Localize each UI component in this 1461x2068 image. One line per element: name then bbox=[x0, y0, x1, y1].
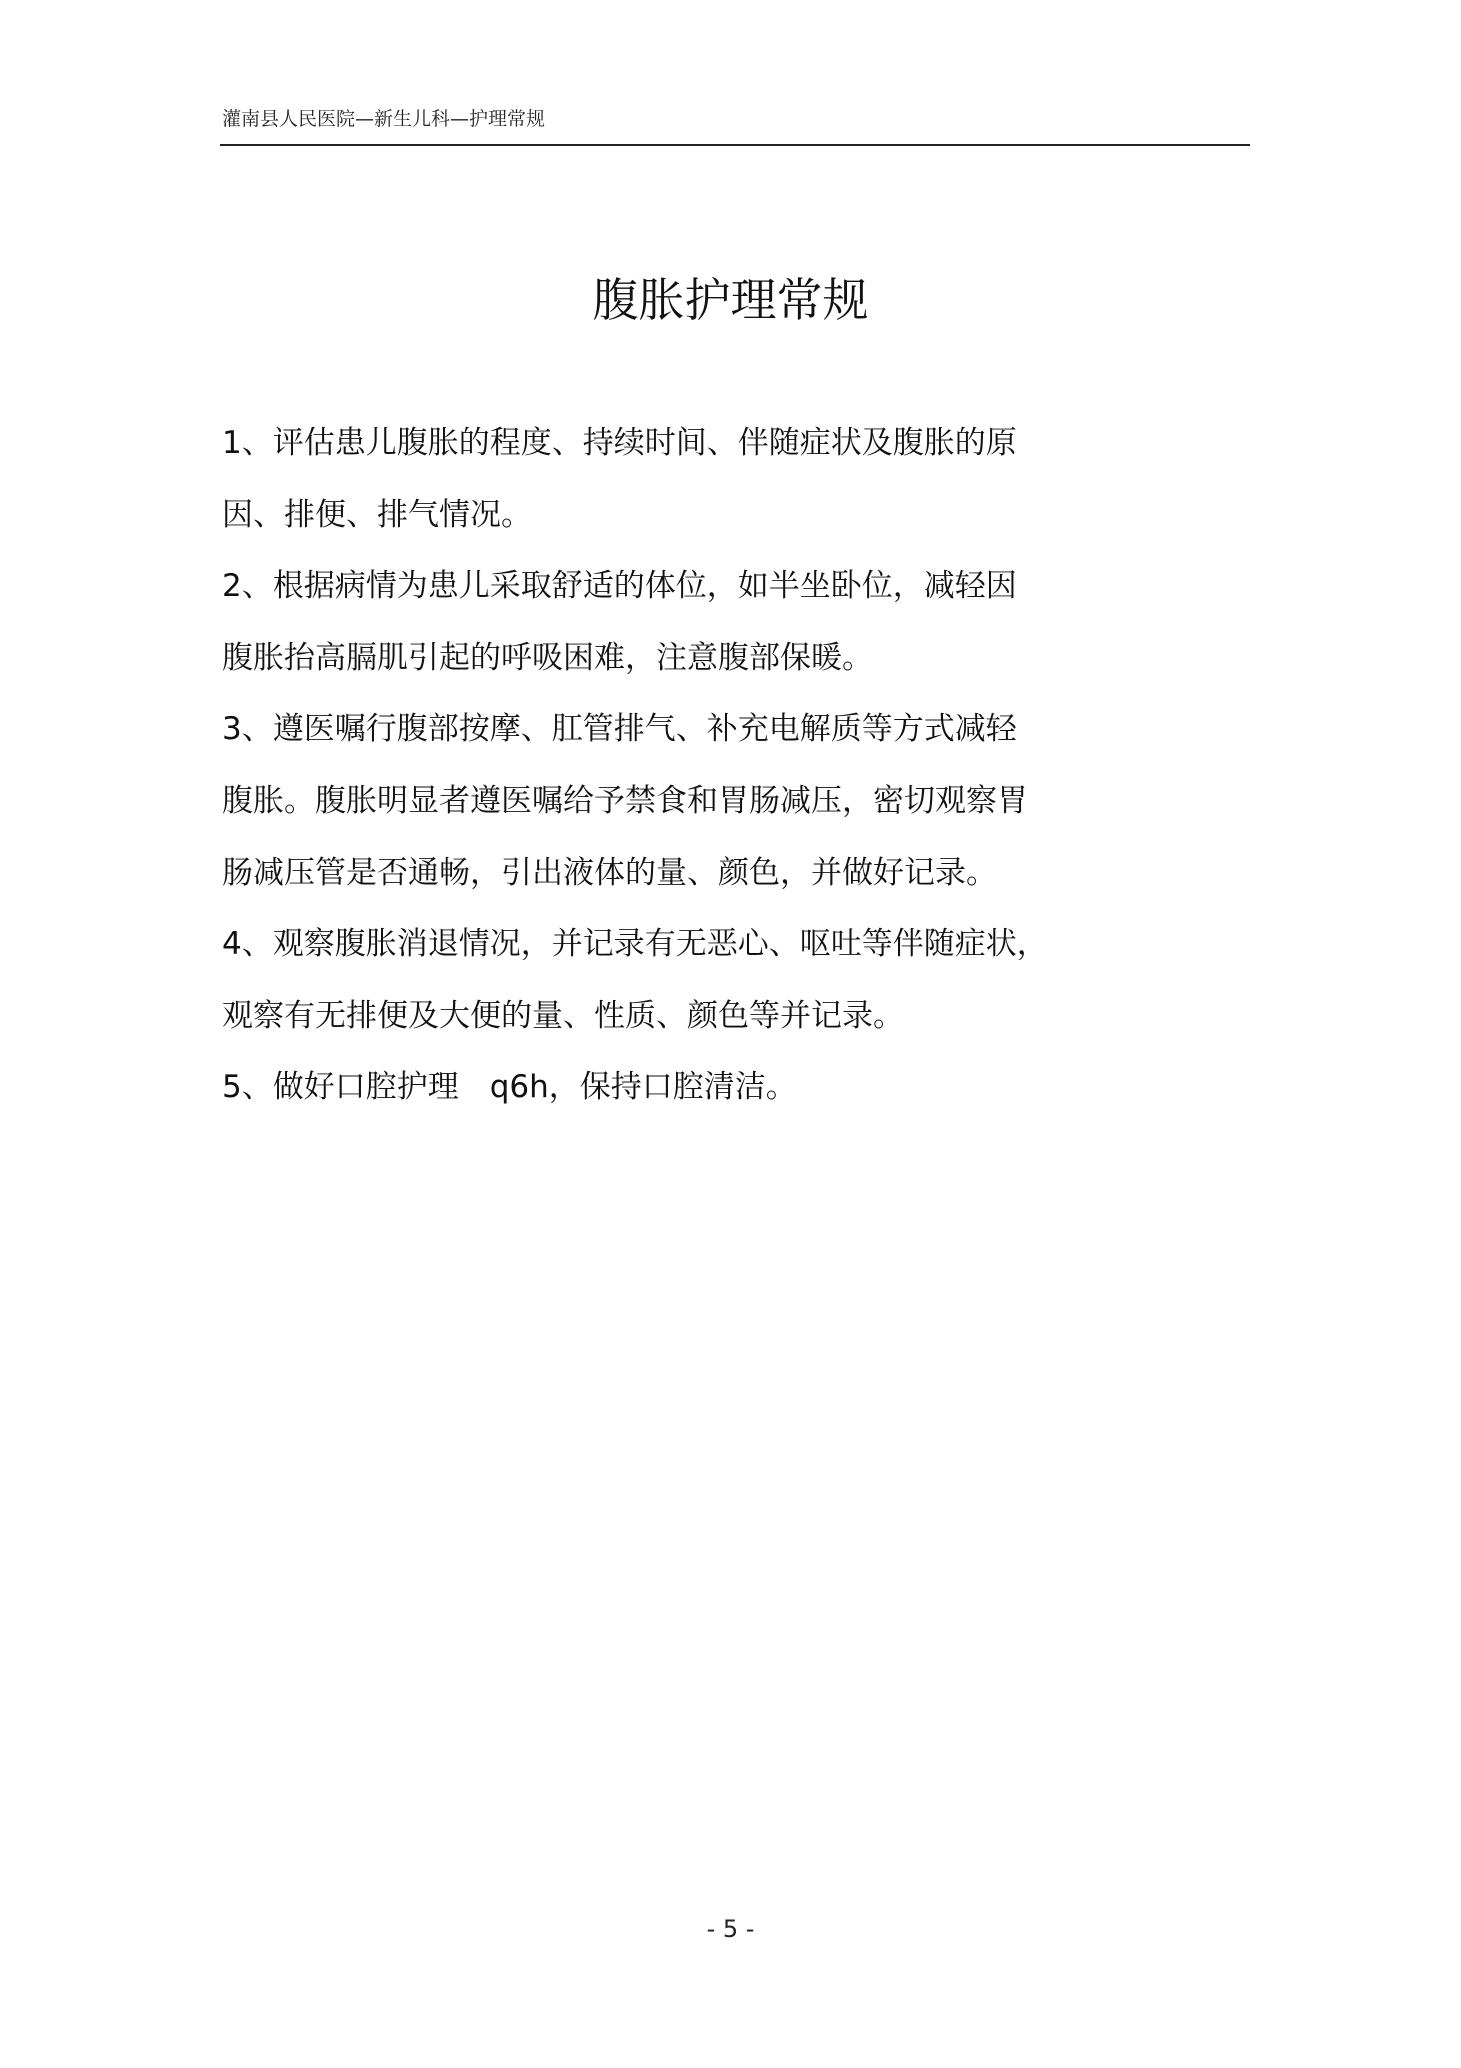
body-text bbox=[222, 408, 1182, 1124]
body-line: 5、做好口腔护理 q6h，保持口腔清洁。 bbox=[222, 1069, 797, 1106]
body-line: 腹胀抬高膈肌引起的呼吸困难，注意腹部保暖。 bbox=[222, 639, 873, 676]
body-line: 1、评估患儿腹胀的程度、持续时间、伴随症状及腹胀的原 bbox=[222, 425, 1017, 461]
body-line: 观察有无排便及大便的量、性质、颜色等并记录。 bbox=[222, 997, 904, 1034]
header-text: 灌南县人民医院—新生儿科—护理常规 bbox=[222, 108, 546, 130]
document-title: 腹胀护理常规 bbox=[592, 273, 869, 327]
body-line: 2、根据病情为患儿采取舒适的体位，如半坐卧位，减轻因 bbox=[222, 568, 1017, 605]
page-number: - 5 - bbox=[706, 1915, 755, 1943]
body-line: 因、排便、排气情况。 bbox=[222, 496, 532, 533]
body-line: 4、观察腹胀消退情况，并记录有无恶心、呕吐等伴随症状， bbox=[222, 926, 1048, 963]
body-line: 3、遵医嘱行腹部按摩、肛管排气、补充电解质等方式减轻 bbox=[222, 711, 1017, 748]
page-header bbox=[220, 104, 1250, 146]
body-line: 肠减压管是否通畅，引出液体的量、颜色，并做好记录。 bbox=[222, 854, 997, 891]
body-line: 腹胀。腹胀明显者遵医嘱给予禁食和胃肠减压，密切观察胃 bbox=[222, 782, 1028, 819]
